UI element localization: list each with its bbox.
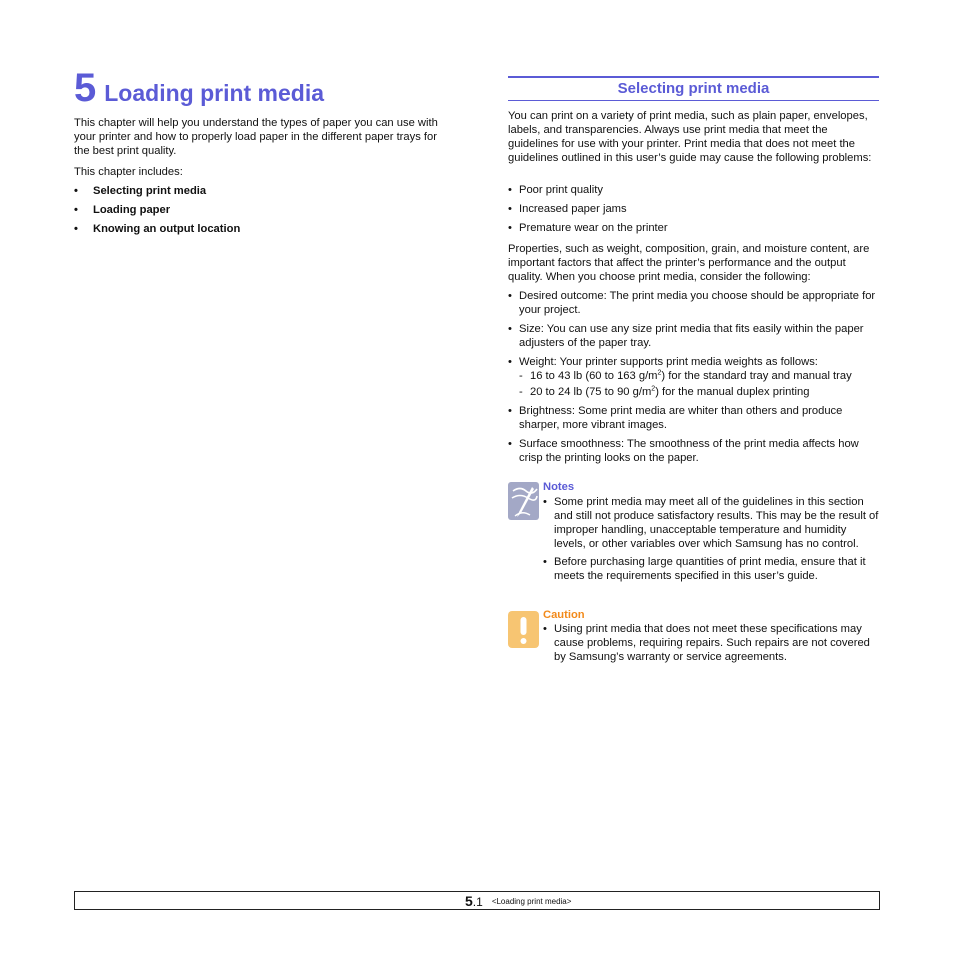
- list-item: • Before purchasing large quantities of print media, ensure that it meets the requirements specified in this user’s guide.: [543, 556, 866, 582]
- list-item: • Some print media may meet all of the guidelines in this section and still not produce satisfactory results. This may be the result of improper handling, unacceptable temperature and humidity levels, or other variables over which Samsung has no control.: [543, 496, 879, 550]
- page-footer: [74, 891, 880, 910]
- list-item: • Size: You can use any size print media that fits easily within the paper adjusters of the paper tray.: [508, 323, 864, 349]
- list-item: • Using print media that does not meet these specifications may cause problems, requiring repairs. Such repairs are not covered by Samsung’s warranty or service agreements.: [543, 623, 870, 663]
- section-title: Selecting print media: [617, 80, 770, 97]
- notes-list: [543, 495, 879, 585]
- list-item: - 20 to 24 lb (75 to 90 $g/m^2$) for the manual duplex printing: [519, 385, 810, 398]
- page-number-minor: .1: [472, 895, 483, 909]
- chapter-includes-label: This chapter includes:: [74, 166, 183, 178]
- list-item: • Weight: Your printer supports print media weights as follows: - 16 to 43 lb (60 to 163 $g/m^2$) for the standard tray and manual tray - 20 to 24 lb (75 to 90 $g/m^2$) for the manual duplex printing: [508, 355, 880, 399]
- section-header: [508, 76, 879, 101]
- notes-label: Notes: [543, 481, 575, 493]
- problems-list: [508, 183, 880, 240]
- section-intro: You can print on a variety of print media, such as plain paper, envelopes, labels, and transparencies. Always use print media that meet the guidelines for use with your printer. Print media that does not meet the guidelines outlined in this user’s guide may cause the following problems:: [508, 110, 872, 164]
- list-item: • Increased paper jams: [508, 203, 627, 215]
- toc-item[interactable]: • Selecting print media: [74, 185, 207, 197]
- considerations-list: [508, 289, 880, 470]
- list-item: - 16 to 43 lb (60 to 163 $g/m^2$) for the standard tray and manual tray: [519, 369, 852, 382]
- list-item: • Desired outcome: The print media you choose should be appropriate for your project.: [508, 290, 876, 316]
- pencil-note-icon: [508, 482, 539, 520]
- list-item: • Surface smoothness: The smoothness of the print media affects how crisp the printing looks on the paper.: [508, 438, 859, 464]
- chapter-heading: [74, 66, 324, 112]
- chapter-intro: This chapter will help you understand the types of paper you can use with your printer and how to properly load paper in the different paper trays for the best print quality.: [74, 117, 438, 157]
- chapter-title: Loading print media: [104, 80, 325, 106]
- footer-content: [465, 893, 571, 911]
- toc-item-label: Loading paper: [93, 204, 171, 216]
- toc-item-label: Selecting print media: [93, 185, 207, 197]
- caution-label: Caution: [543, 609, 585, 621]
- chapter-toc: [74, 184, 240, 241]
- caution-list: [543, 622, 879, 666]
- list-item: • Poor print quality: [508, 184, 603, 196]
- list-item: • Premature wear on the printer: [508, 222, 668, 234]
- toc-item[interactable]: • Loading paper: [74, 204, 171, 216]
- exclamation-icon: [508, 611, 539, 648]
- toc-item-label: Knowing an output location: [93, 223, 241, 235]
- page-number-major: 5: [465, 893, 473, 909]
- list-item: • Brightness: Some print media are whiter than others and produce sharper, more vibrant images.: [508, 405, 843, 431]
- chapter-number: 5: [74, 66, 97, 110]
- toc-item[interactable]: • Knowing an output location: [74, 223, 241, 235]
- properties-intro: Properties, such as weight, composition, grain, and moisture content, are important factors that affect the printer’s performance and the output quality. When you choose print media, consider the following:: [508, 243, 870, 283]
- footer-chapter-label: <Loading print media>: [491, 897, 572, 906]
- weight-sublist: [519, 369, 880, 399]
